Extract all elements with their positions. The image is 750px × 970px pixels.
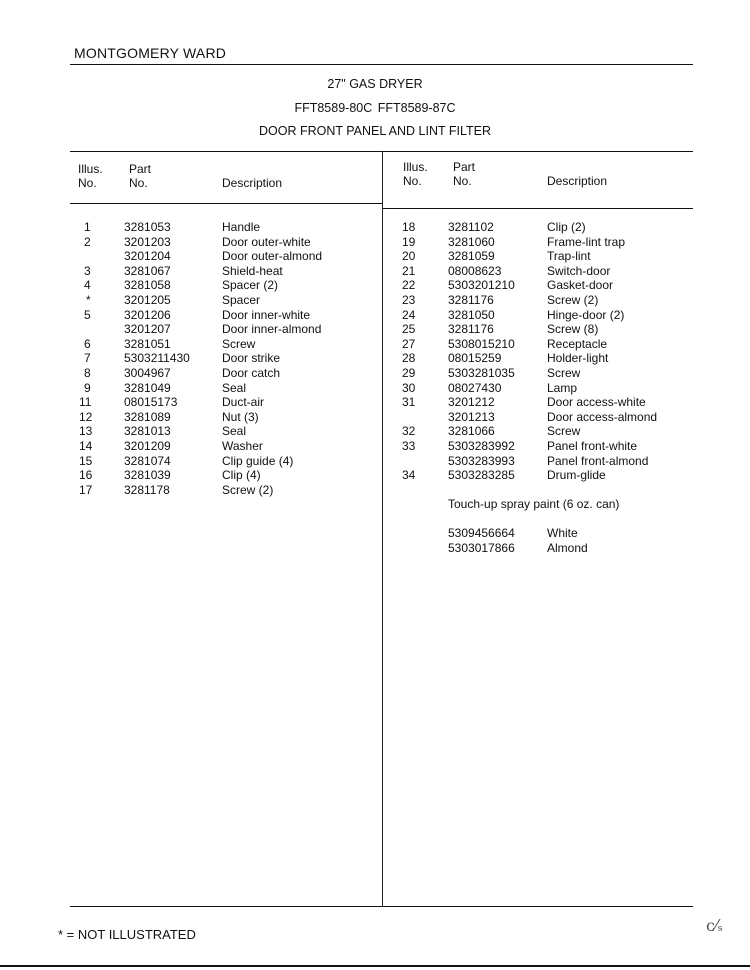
touchup-title: Touch-up spray paint (6 oz. can) <box>448 497 620 511</box>
table-row: 8 3004967 Door catch <box>84 365 281 380</box>
right-illus-header: Illus. No. <box>403 160 428 188</box>
table-row: 12 3281089 Nut (3) <box>79 409 259 424</box>
list-item: 5309456664 White <box>448 526 578 540</box>
table-row: 1 3281053 Handle <box>84 220 261 234</box>
table-row: 22 5303201210 Gasket-door <box>402 278 614 293</box>
table-row: 14 3201209 Washer <box>79 438 263 453</box>
left-illus-header: Illus. No. <box>78 162 103 190</box>
product-title: 27" GAS DRYER <box>327 77 423 91</box>
table-row: 16 3281039 Clip (4) <box>79 468 261 483</box>
table-row: 27 5308015210 Receptacle <box>402 336 608 351</box>
table-row: 24 3281050 Hinge-door (2) <box>402 307 625 322</box>
table-row: 13 3281013 Seal <box>79 424 247 439</box>
right-header-rule <box>383 208 693 209</box>
table-row: 20 3281059 Trap-lint <box>402 249 591 264</box>
bottom-rule <box>0 965 750 967</box>
touchup-list <box>0 526 750 555</box>
corner-handwritten-mark: ⅽ⁄ₛ <box>706 916 724 935</box>
left-description-header: Description <box>222 176 283 190</box>
brand-name: MONTGOMERY WARD <box>74 45 227 61</box>
table-row: 29 5303281035 Screw <box>402 365 581 380</box>
table-row: 2 3201203 Door outer-white <box>84 234 311 249</box>
table-row: 3201207 Door inner-almond <box>124 322 322 337</box>
table-row: 18 3281102 Clip (2) <box>402 220 586 234</box>
table-row: 11 08015173 Duct-air <box>79 395 265 410</box>
table-row: 4 3281058 Spacer (2) <box>84 278 279 293</box>
table-row: 6 3281051 Screw <box>84 336 256 351</box>
header-rule <box>70 64 693 65</box>
table-row: 21 08008623 Switch-door <box>402 263 611 278</box>
table-row: 15 3281074 Clip guide (4) <box>79 453 294 468</box>
table-row: 19 3281060 Frame-lint trap <box>402 234 626 249</box>
table-row: 3 3281067 Shield-heat <box>84 263 283 278</box>
table-row: 28 08015259 Holder-light <box>402 351 609 366</box>
table-row: 30 08027430 Lamp <box>402 380 578 395</box>
right-part-header: Part No. <box>453 160 476 188</box>
table-row: * 3201205 Spacer <box>86 292 261 307</box>
table-row: 5303283993 Panel front-almond <box>448 453 649 468</box>
table-row: 25 3281176 Screw (8) <box>402 322 599 337</box>
table-row: 34 5303283285 Drum-glide <box>402 468 606 483</box>
table-row: 9 3281049 Seal <box>84 380 247 395</box>
table-bottom-rule <box>70 906 693 907</box>
table-row: 5 3201206 Door inner-white <box>84 307 311 322</box>
table-row: 7 5303211430 Door strike <box>84 351 281 366</box>
table-row: 32 3281066 Screw <box>402 424 581 439</box>
table-row: 17 3281178 Screw (2) <box>79 482 274 497</box>
table-row: 23 3281176 Screw (2) <box>402 292 599 307</box>
table-row: 31 3201212 Door access-white <box>402 395 646 410</box>
list-item: 5303017866 Almond <box>448 540 588 555</box>
table-row: 33 5303283992 Panel front-white <box>402 438 638 453</box>
right-description-header: Description <box>547 174 608 188</box>
section-title: DOOR FRONT PANEL AND LINT FILTER <box>259 124 491 138</box>
table-row: 3201213 Door access-almond <box>448 409 658 424</box>
left-part-header: Part No. <box>129 162 152 190</box>
footnote: * = NOT ILLUSTRATED <box>58 927 196 942</box>
left-header-rule <box>70 203 383 204</box>
model-numbers: FFT8589-80C FFT8589-87C <box>294 101 456 115</box>
table-row: 3201204 Door outer-almond <box>124 249 323 264</box>
right-parts-list <box>0 220 750 483</box>
